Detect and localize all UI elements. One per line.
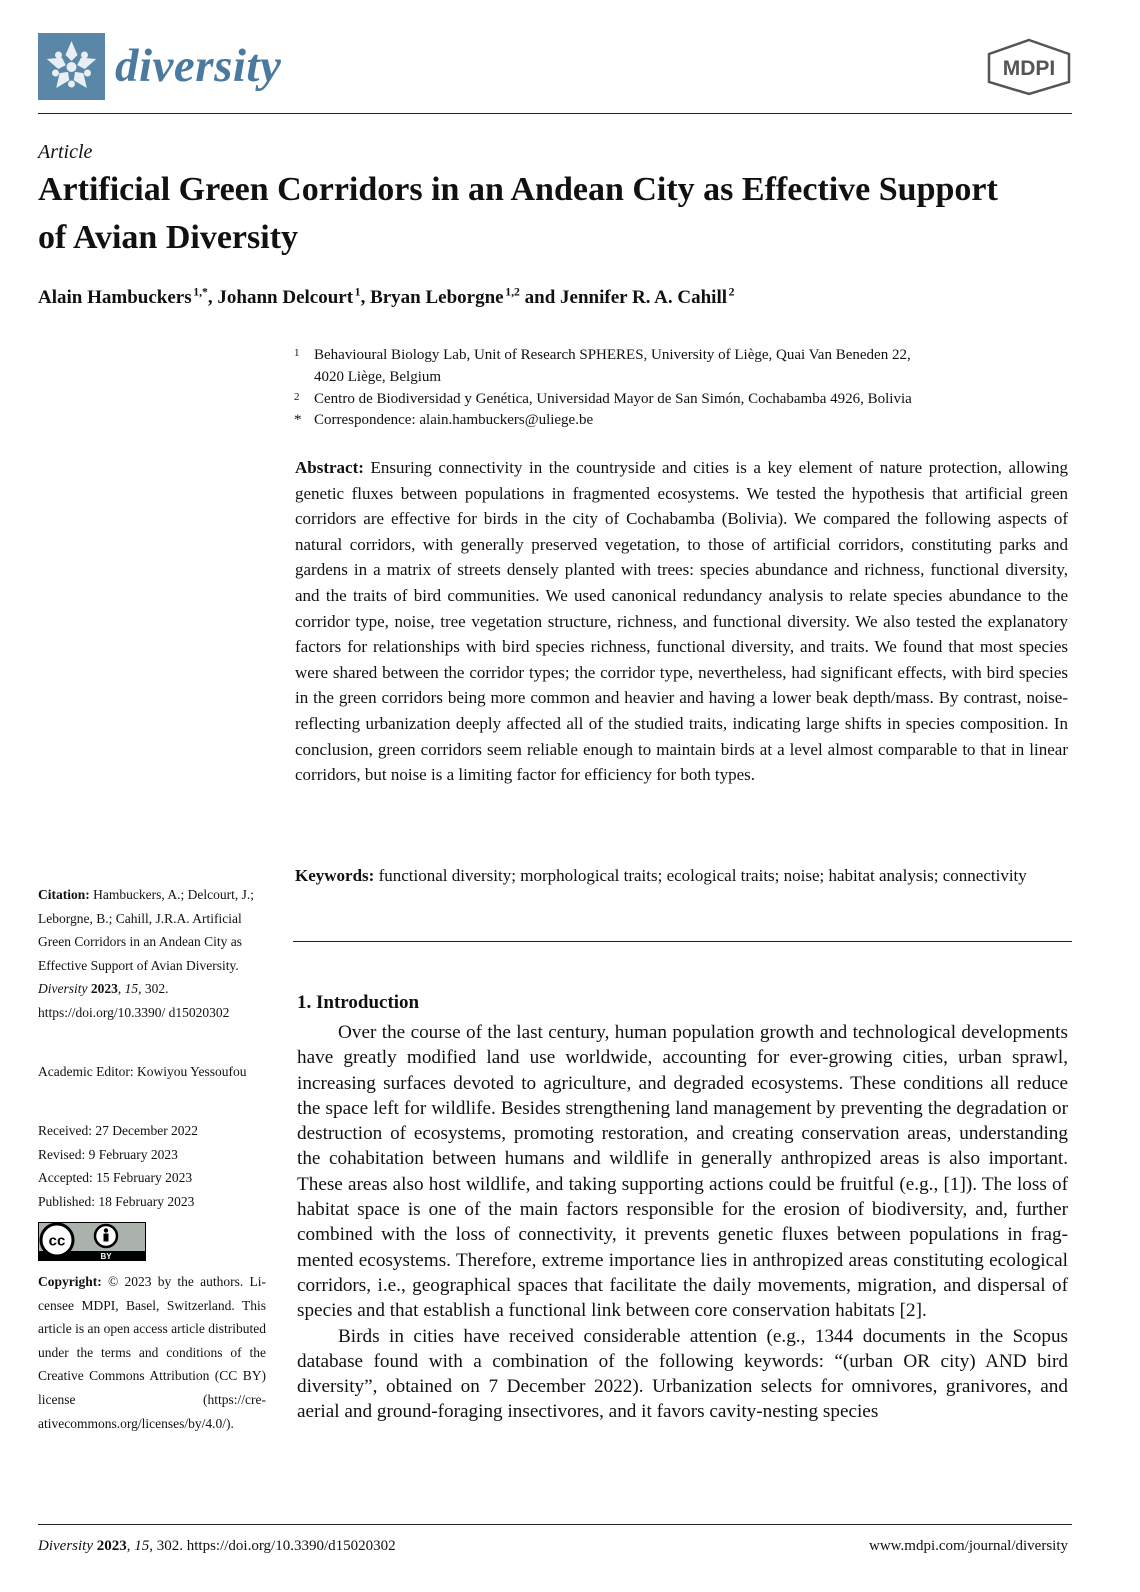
affiliation-marker: 2 [294,391,300,403]
paragraph: Over the course of the last century, human population growth and technological developments have greatly modified land use worldwide, accounting for ever-growing cities, urban sprawl, increasing surfaces devoted to agriculture, and degraded ecosystems. These conditions all reduce the space left for wildlife. Besides strengthening land management by preventing the degradation or destruction of ecosystems, promoting restoration, and creating conservation areas, understanding the cohabitation between humans and wildlife in generally anthropized areas is also important. These areas also host wildlife, and taking supporting actions could be fruitful (e.g., [1]). The loss of habitat space is one of the main factors responsible for the erosion of biodiversity, and, further combined with the loss of connectivity, it prevents genetic fluxes between populations in fragmented ecosystems. Therefore, extreme importance lies in anthropized areas constituting ecological corridors, i.e., geographical spaces that facilitate the daily movements, migration, and dispersal of species and that establish a functional link between core conservation habitats [2]. [297,1022,1068,1322]
citation-block: Citation: Hambuckers, A.; Delcourt, J.; Leborgne, B.; Cahill, J.R.A. Artificial Green Corridors in an Andean City as Effective Support of Avian Diversity. Diversity 2023, 15, 302. https://doi.org/10.3390/ d15020302 [38,887,254,1020]
footer-citation: Diversity 2023, 15, 302. https://doi.org/10.3390/d15020302 [38,1538,396,1554]
author-name: Alain Hambuckers [38,287,192,308]
author-name: Bryan Leborgne [370,287,504,308]
affiliation-text: Behavioural Biology Lab, Unit of Research SPHERES, University of Liège, Quai Van Beneden 22, [314,347,911,363]
footer-journal: Diversity [38,1538,93,1554]
academic-editor: Academic Editor: Kowiyou Yessoufou [38,1064,247,1079]
author-affiliation-marker: 1,2 [505,285,520,299]
keywords-label: Keywords: [295,866,375,885]
copyright-block [38,1270,266,1435]
copyright-text: © 2023 by the authors. Licensee MDPI, Basel, Switzerland. This article is an open access article distributed under the terms and conditions of the Creative Commons Attribution (CC BY) license (https://creativecommons.org/licenses/by/4.0/). [38,1274,266,1431]
article-type: Article [38,141,93,163]
header-rule [38,113,1072,114]
citation-doi[interactable]: 302. https://doi.org/10.3390/ d15020302 [38,981,230,1020]
author-affiliation-marker: 1 [354,285,361,299]
affiliation-marker: 1 [294,347,300,359]
revised-date: Revised: 9 February 2023 [38,1146,178,1162]
author-affiliation-marker: 2 [728,285,735,299]
citation-volume: 15 [124,981,139,997]
affiliation-text: 4020 Liège, Belgium [314,369,442,385]
keywords-text: functional diversity; morphological traits; ecological traits; noise; habitat analysis; connectivity [374,866,1027,885]
section-divider [293,941,1072,942]
publication-dates [38,1119,266,1213]
affiliation-text: Centro de Biodiversidad y Genética, Universidad Mayor de San Simón, Cochabamba 4926, Bolivia [314,391,912,407]
mdpi-logo [985,38,1073,96]
person-icon [104,1228,108,1232]
footer-doi[interactable]: 302. https://doi.org/10.3390/d15020302 [156,1538,396,1554]
accepted-date: Accepted: 15 February 2023 [38,1170,193,1186]
abstract [295,455,1068,788]
author-separator: , [360,287,371,308]
by-text: BY [100,1252,112,1261]
footer-year: 2023 [96,1538,127,1554]
correspondence-marker: * [294,412,302,428]
author-name: Jennifer R. A. Cahill [560,287,728,308]
citation-year: 2023 [90,981,118,997]
citation-text: Hambuckers, A.; Delcourt, J.; Leborgne, B.; Cahill, J.R.A. Artificial Green Corridors in an Andean City as Effective Support of Avian Diversity. [38,887,254,973]
footer-journal-url[interactable]: www.mdpi.com/journal/diversity [869,1538,1068,1554]
author-name: Johann Delcourt [217,287,354,308]
introduction-body [297,1020,1068,1425]
abstract-label: Abstract: [295,458,364,477]
citation-label: Citation: [38,887,90,902]
section-heading: 1. Introduction [297,992,420,1013]
journal-name: diversity [115,40,282,92]
footer-rule [38,1524,1072,1525]
citation-journal: Diversity [38,981,88,997]
published-date: Published: 18 February 2023 [38,1193,195,1209]
copyright-label: Copyright: [38,1274,102,1289]
abstract-text: Ensuring connectivity in the countryside and cities is a key element of nature protection, allowing genetic fluxes between populations in fragmented ecosystems. We tested the hypothesis that artificial green corridors are effective for birds in the city of Cochabamba (Bolivia). We compared the following aspects of natural corridors, with generally preserved vegetation, to those of artificial corridors, constituting parks and gardens in a matrix of streets densely planted with trees: species abundance and richness, functional diversity, and the traits of bird communities. We used canonical redundancy analysis to relate species abundance to the corridor type, noise, tree vegetation structure, richness, and functional diversity. We also tested the explanatory factors for relationships with bird species richness, functional diversity, and traits. We found that most species were shared between the corridor types; the corridor type, nevertheless, had significant effects, with bird species in the green corridors being more common and heavier and having a lower beak depth/mass. By contrast, noise-reflecting urbanization deeply affected all of the studied traits, indicating large shifts in species composition. In conclusion, green corridors seem reliable enough to maintain birds at a level almost comparable to that in linear corridors, but noise is a limiting factor for efficiency for both types. [295,458,1068,785]
cc-text: cc [48,1232,66,1250]
author-affiliation-marker: 1,* [193,285,208,299]
cc-by-license-badge[interactable] [38,1222,146,1261]
article-title: Artificial Green Corridors in an Andean City as Effective Support of Avian Diversity [38,171,998,256]
author-separator: , [207,287,218,308]
mdpi-logo-text: MDPI [1002,57,1056,80]
author-separator: and [519,287,561,308]
received-date: Received: 27 December 2022 [38,1123,199,1138]
footer-volume: 15 [134,1538,150,1554]
keywords [295,863,1068,889]
author-list [38,284,735,312]
paragraph: Birds in cities have received considerable attention (e.g., 1344 documents in the Scopus database found with a combination of the following keywords: “(urban OR city) AND bird diversity”, obtained on 7 December 2022). Urbanization selects for omnivores, granivores, and aerial and ground-foraging insectivores, and it favors cavity-nesting species [297,1325,1068,1423]
correspondence-email[interactable]: Correspondence: alain.hambuckers@uliege.be [314,412,594,428]
journal-logo-icon [38,33,105,100]
